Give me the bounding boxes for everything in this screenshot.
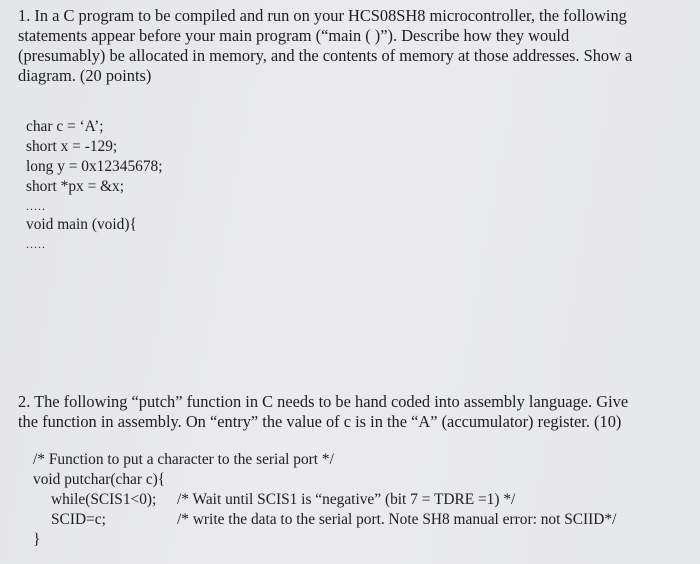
code-assign-comment: /* write the data to the serial port. Note SH8 manual error: not SCIID*/ <box>177 511 617 528</box>
question-2-line: 2. The following “putch” function in C needs to be hand coded into assembly language. Give <box>18 392 629 411</box>
code-while-comment: /* Wait until SCIS1 is “negative” (bit 7 = TDRE =1) */ <box>177 491 516 508</box>
code-line-main: void main (void){ <box>26 216 137 233</box>
code-while-statement: while(SCIS1<0); <box>51 491 157 508</box>
question-2-line: the function in assembly. On “entry” the value of c is in the “A” (accumulator) register. (10) <box>18 412 622 431</box>
code-comment: /* Function to put a character to the serial port */ <box>33 451 334 468</box>
question-1-code <box>26 117 163 253</box>
code-assign-statement: SCID=c; <box>51 511 106 528</box>
code-ellipsis: ..... <box>26 237 46 251</box>
question-1-line: statements appear before your main program (“main ( )”). Describe how they would <box>18 26 570 45</box>
code-close-brace: } <box>33 531 41 548</box>
question-1-line: diagram. (20 points) <box>18 66 152 85</box>
code-assign-row <box>33 510 617 530</box>
question-1-line: (presumably) be allocated in memory, and the contents of memory at those addresses. Show a <box>18 46 633 65</box>
question-1-line: 1. In a C program to be compiled and run on your HCS08SH8 microcontroller, the following <box>18 6 627 25</box>
code-line-long: long y = 0x12345678; <box>26 158 163 175</box>
code-while-row <box>33 490 516 510</box>
code-line-short: short x = -129; <box>26 138 118 155</box>
question-1-text <box>18 6 694 86</box>
code-line-char: char c = ‘A’; <box>26 118 104 135</box>
question-2-code <box>33 450 617 550</box>
code-line-pointer: short *px = &x; <box>26 178 125 195</box>
question-2-text <box>18 392 694 432</box>
code-ellipsis: ..... <box>26 199 46 213</box>
code-signature: void putchar(char c){ <box>33 471 166 488</box>
